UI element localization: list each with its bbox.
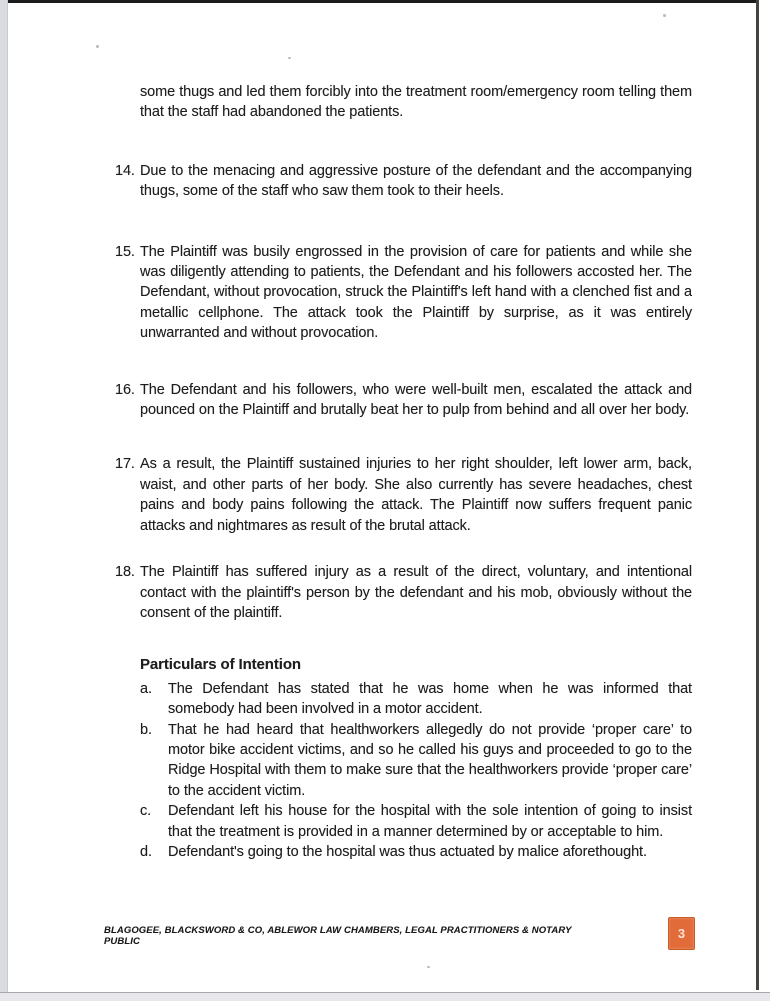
page-number-badge: 3: [668, 917, 695, 950]
paragraph-14: [115, 161, 692, 202]
paragraph-text: As a result, the Plaintiff sustained injuries to her right shoulder, left lower arm, back, waist, and other parts of her body. She also currently has severe headaches, chest pains and body pains following the attack. The Plaintiff now suffers frequent panic attacks and nightmares as result of the brutal attack.: [140, 456, 692, 534]
scan-edge-right: [756, 0, 759, 990]
scan-speck: [427, 966, 430, 968]
item-letter: d.: [140, 843, 152, 860]
paragraph-text: The Plaintiff has suffered injury as a result of the direct, voluntary, and intentional contact with the plaintiff's person by the defendant and his mob, obviously without the consent of the plaintiff.: [140, 564, 692, 621]
paragraph-16: [115, 380, 692, 421]
item-letter: b.: [140, 721, 152, 738]
scan-speck: [663, 14, 666, 17]
paragraph-15: [115, 242, 692, 344]
scan-edge-top: [8, 0, 757, 3]
paragraph-number: 15.: [115, 243, 135, 260]
particulars-item-b: [140, 720, 692, 802]
document-body: [115, 82, 692, 862]
scan-speck: [96, 45, 99, 48]
item-letter: a.: [140, 680, 152, 697]
particulars-item-d: [140, 842, 692, 862]
paragraph-text: The Plaintiff was busily engrossed in the provision of care for patients and while she was diligently attending to patients, the Defendant and his followers accosted her. The Defendant, without provocation, struck the Plaintiff's left hand with a clenched fist and a metallic cellphone. The attack took the Plaintiff by surprise, as it was entirely unwarranted and without provocation.: [140, 243, 692, 342]
paragraph-18: [115, 562, 692, 623]
item-letter: c.: [140, 803, 152, 820]
paragraph-continuation: some thugs and led them forcibly into the treatment room/emergency room telling them that the staff had abandoned the patients.: [140, 84, 692, 121]
item-text: Defendant's going to the hospital was thus actuated by malice aforethought.: [168, 843, 647, 860]
item-text: That he had heard that healthworkers allegedly do not provide ‘proper care’ to motor bike accident victims, and so he called his guys and proceeded to go to the Ridge Hospital with them to make sure that the healthworkers provide ‘proper care’ to the accident victim.: [168, 721, 692, 799]
paragraph-number: 18.: [115, 564, 135, 581]
footer-firm-line: BLAGOGEE, BLACKSWORD & CO, ABLEWOR LAW CHAMBERS, LEGAL PRACTITIONERS & NOTARY PUBLIC: [104, 925, 572, 947]
particulars-of-intention-section: [140, 655, 692, 862]
item-text: The Defendant has stated that he was home when he was informed that somebody had been involved in a motor accident.: [168, 680, 692, 718]
paragraph-text: Due to the menacing and aggressive posture of the defendant and the accompanying thugs, some of the staff who saw them took to their heels.: [140, 162, 692, 200]
scan-edge-left: [0, 0, 8, 992]
paragraph-text: The Defendant and his followers, who were well-built men, escalated the attack and pounced on the Plaintiff and brutally beat her to pulp from behind and all over her body.: [140, 381, 692, 419]
particulars-item-c: [140, 801, 692, 842]
item-text: Defendant left his house for the hospital with the sole intention of going to insist that the treatment is provided in a manner determined by or acceptable to him.: [168, 803, 692, 840]
scan-speck: [288, 57, 291, 59]
paragraph-number: 14.: [115, 162, 135, 179]
paragraph-17: [115, 454, 692, 536]
particulars-heading: Particulars of Intention: [140, 656, 301, 674]
paragraph-number: 16.: [115, 381, 135, 398]
particulars-item-a: [140, 679, 692, 720]
paragraph-number: 17.: [115, 456, 135, 473]
